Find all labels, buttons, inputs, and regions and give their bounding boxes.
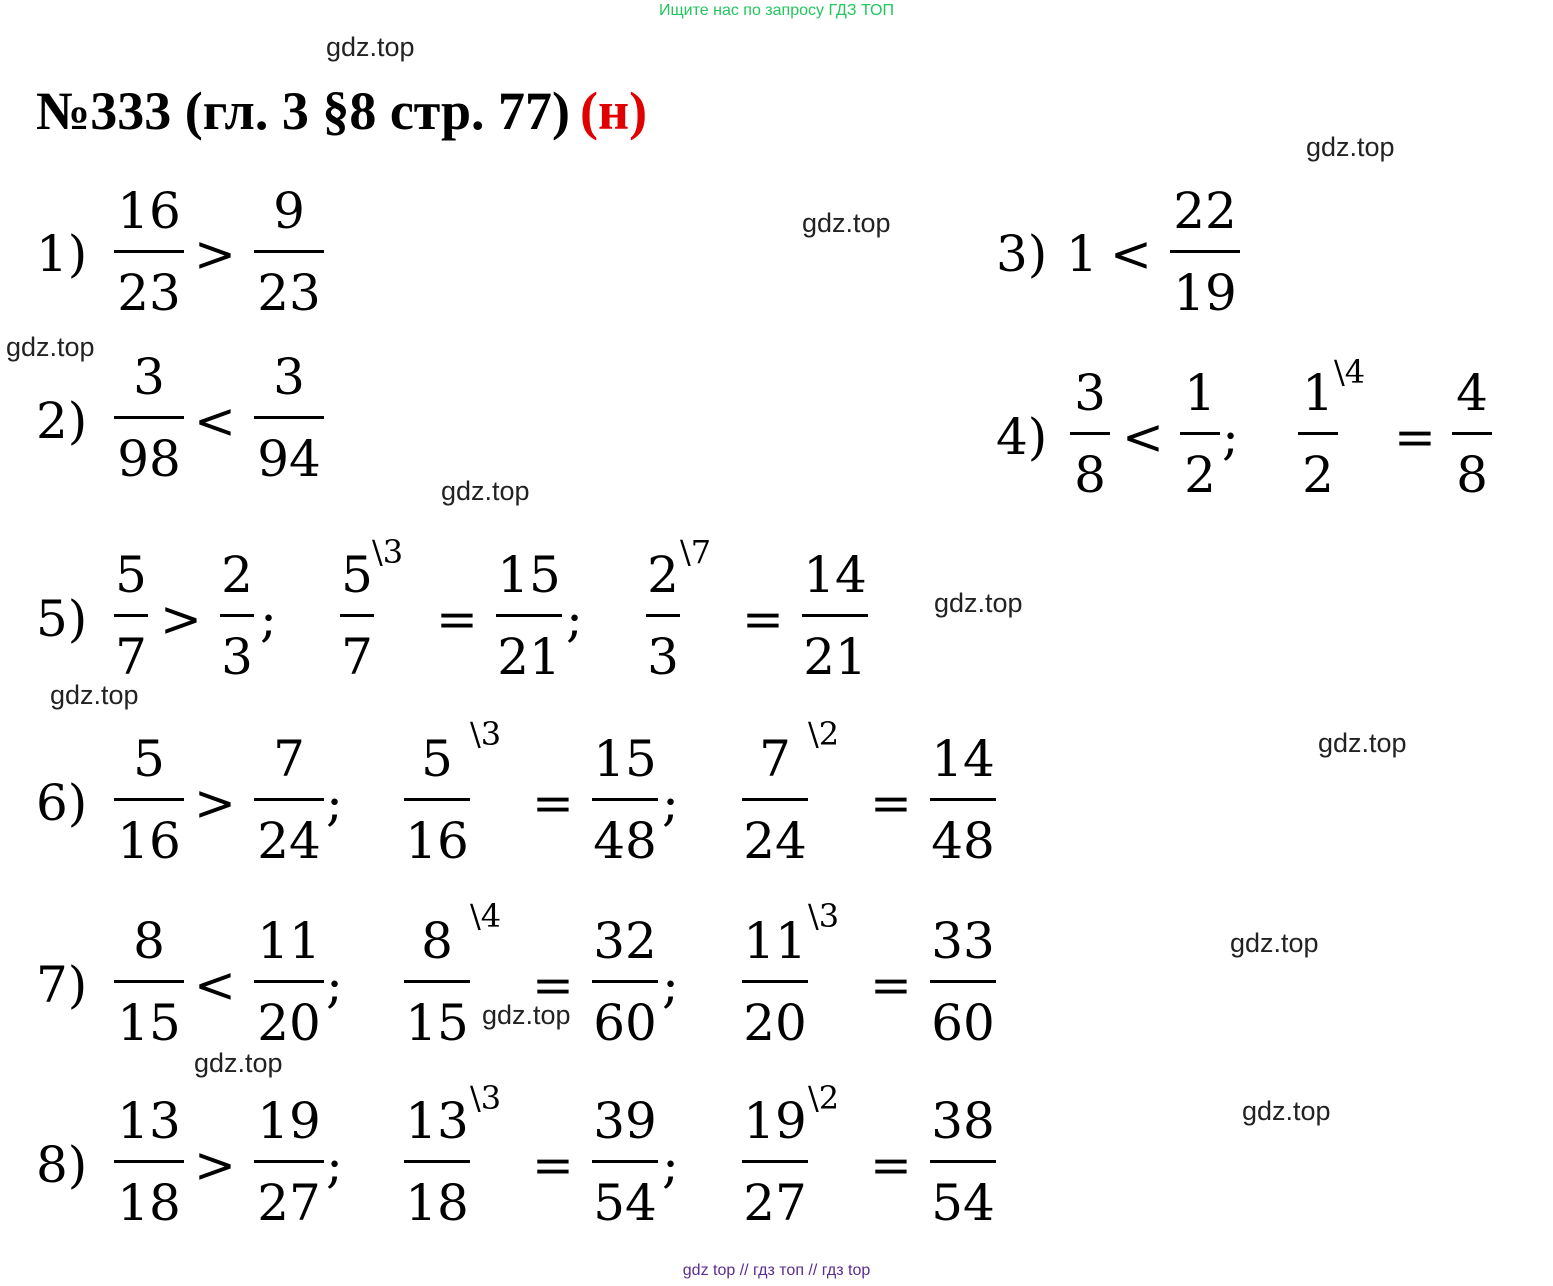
- numerator: 39: [593, 1092, 657, 1150]
- numerator: 4: [1456, 364, 1488, 422]
- extra-multiplier: \3: [470, 1079, 502, 1117]
- comparison-sign: >: [160, 590, 202, 648]
- fraction-bar: [254, 798, 324, 801]
- denominator: 16: [405, 812, 469, 870]
- denominator: 27: [257, 1174, 321, 1232]
- comparison-sign: <: [1110, 225, 1152, 283]
- extra-multiplier: \3: [372, 533, 404, 571]
- fraction: [930, 912, 996, 1052]
- equals-sign: =: [1394, 408, 1436, 466]
- fraction: [1070, 364, 1110, 504]
- fraction: [802, 546, 868, 686]
- fraction: [1180, 364, 1220, 504]
- numerator: 19: [257, 1092, 321, 1150]
- denominator: 7: [341, 628, 373, 686]
- numerator: 14: [803, 546, 867, 604]
- numerator: 8: [133, 912, 165, 970]
- fraction: [646, 546, 680, 686]
- denominator: 3: [647, 628, 679, 686]
- numerator: 9: [273, 182, 305, 240]
- numerator: 7: [759, 730, 791, 788]
- comparison-sign: <: [194, 392, 236, 450]
- denominator: 2: [1302, 446, 1334, 504]
- numerator: 16: [117, 182, 181, 240]
- comparison-sign: >: [194, 1136, 236, 1194]
- problem-label: 3): [996, 225, 1048, 283]
- extra-multiplier: \4: [470, 897, 502, 935]
- fraction-bar: [742, 980, 808, 983]
- separator: ;: [662, 774, 679, 832]
- fraction-bar: [404, 798, 470, 801]
- equals-sign: =: [870, 1136, 912, 1194]
- denominator: 21: [497, 628, 561, 686]
- fraction: [742, 1092, 808, 1232]
- denominator: 18: [117, 1174, 181, 1232]
- watermark: gdz.top: [50, 680, 139, 710]
- fraction-bar: [404, 980, 470, 983]
- fraction: [114, 912, 184, 1052]
- numerator: 33: [931, 912, 995, 970]
- denominator: 24: [257, 812, 321, 870]
- denominator: 60: [593, 994, 657, 1052]
- fraction-bar: [592, 1160, 658, 1163]
- watermark: gdz.top: [1230, 928, 1319, 958]
- separator: ;: [326, 956, 343, 1014]
- problem-label: 1): [36, 225, 88, 283]
- extra-multiplier: \3: [808, 897, 840, 935]
- fraction: [404, 730, 470, 870]
- watermark: gdz.top: [6, 332, 95, 362]
- denominator: 16: [117, 812, 181, 870]
- denominator: 54: [931, 1174, 995, 1232]
- separator: ;: [662, 956, 679, 1014]
- fraction-bar: [930, 798, 996, 801]
- fraction: [114, 1092, 184, 1232]
- watermark: gdz.top: [326, 32, 415, 62]
- numerator: 15: [593, 730, 657, 788]
- fraction: [592, 730, 658, 870]
- separator: ;: [566, 590, 583, 648]
- denominator: 27: [743, 1174, 807, 1232]
- denominator: 15: [117, 994, 181, 1052]
- fraction: [114, 182, 184, 322]
- denominator: 24: [743, 812, 807, 870]
- separator: ;: [326, 774, 343, 832]
- numerator: 32: [593, 912, 657, 970]
- numerator: 15: [497, 546, 561, 604]
- denominator: 23: [257, 264, 321, 322]
- watermark: gdz.top: [194, 1048, 283, 1078]
- numerator: 14: [931, 730, 995, 788]
- denominator: 21: [803, 628, 867, 686]
- fraction-bar: [742, 1160, 808, 1163]
- denominator: 7: [115, 628, 147, 686]
- fraction-bar: [220, 614, 254, 617]
- denominator: 94: [257, 430, 321, 488]
- fraction-bar: [592, 798, 658, 801]
- numerator: 13: [405, 1092, 469, 1150]
- numerator: 19: [743, 1092, 807, 1150]
- fraction: [114, 546, 148, 686]
- problem-label: 6): [36, 774, 88, 832]
- problem-label: 2): [36, 392, 88, 450]
- numerator: 7: [273, 730, 305, 788]
- watermark: gdz.top: [1318, 728, 1407, 758]
- fraction-bar: [404, 1160, 470, 1163]
- separator: ;: [1222, 408, 1239, 466]
- fraction: [592, 912, 658, 1052]
- numerator: 3: [133, 348, 165, 406]
- numerator: 5: [421, 730, 453, 788]
- denominator: 48: [593, 812, 657, 870]
- numerator: 13: [117, 1092, 181, 1150]
- equals-sign: =: [532, 956, 574, 1014]
- fraction-bar: [646, 614, 680, 617]
- numerator: 3: [273, 348, 305, 406]
- problem-label: 8): [36, 1136, 88, 1194]
- denominator: 48: [931, 812, 995, 870]
- fraction: [592, 1092, 658, 1232]
- fraction-bar: [114, 798, 184, 801]
- watermark: gdz.top: [441, 476, 530, 506]
- fraction: [1298, 364, 1338, 504]
- numerator: 5: [115, 546, 147, 604]
- fraction-bar: [930, 1160, 996, 1163]
- numerator: 5: [341, 546, 373, 604]
- fraction-bar: [1298, 432, 1338, 435]
- footer-watermark: gdz top // гдз топ // гдз top: [682, 1262, 871, 1279]
- numerator: 1: [1302, 364, 1334, 422]
- fraction: [496, 546, 562, 686]
- denominator: 54: [593, 1174, 657, 1232]
- fraction: [254, 730, 324, 870]
- watermark: gdz.top: [1242, 1096, 1331, 1126]
- fraction-bar: [802, 614, 868, 617]
- separator: ;: [260, 590, 277, 648]
- problem-label: 5): [36, 590, 88, 648]
- denominator: 20: [257, 994, 321, 1052]
- fraction-bar: [114, 250, 184, 253]
- numerator: 2: [647, 546, 679, 604]
- numerator: 2: [221, 546, 253, 604]
- search-hint-banner: Ищите нас по запросу ГДЗ ТОП: [659, 2, 894, 19]
- denominator: 2: [1184, 446, 1216, 504]
- numerator: 8: [421, 912, 453, 970]
- denominator: 15: [405, 994, 469, 1052]
- fraction: [404, 1092, 470, 1232]
- denominator: 18: [405, 1174, 469, 1232]
- equals-sign: =: [870, 956, 912, 1014]
- denominator: 20: [743, 994, 807, 1052]
- denominator: 8: [1456, 446, 1488, 504]
- fraction: [340, 546, 374, 686]
- equals-sign: =: [532, 774, 574, 832]
- fraction: [742, 730, 808, 870]
- fraction: [114, 730, 184, 870]
- separator: ;: [326, 1136, 343, 1194]
- equals-sign: =: [870, 774, 912, 832]
- separator: ;: [662, 1136, 679, 1194]
- fraction: [114, 348, 184, 488]
- fraction: [1452, 364, 1492, 504]
- fraction-bar: [1170, 250, 1240, 253]
- extra-multiplier: \2: [808, 715, 840, 753]
- fraction-bar: [592, 980, 658, 983]
- watermark: gdz.top: [802, 208, 891, 238]
- fraction-bar: [254, 1160, 324, 1163]
- problem-label: 7): [36, 956, 88, 1014]
- fraction: [220, 546, 254, 686]
- fraction: [254, 182, 324, 322]
- fraction-bar: [340, 614, 374, 617]
- numerator: 3: [1074, 364, 1106, 422]
- equals-sign: =: [436, 590, 478, 648]
- denominator: 3: [221, 628, 253, 686]
- fraction-bar: [1452, 432, 1492, 435]
- equals-sign: =: [532, 1136, 574, 1194]
- equals-sign: =: [742, 590, 784, 648]
- exercise-tag: (н): [580, 81, 648, 141]
- extra-multiplier: \4: [1334, 353, 1366, 391]
- fraction-bar: [1070, 432, 1110, 435]
- fraction: [254, 348, 324, 488]
- fraction-bar: [742, 798, 808, 801]
- fraction-bar: [254, 416, 324, 419]
- comparison-sign: >: [194, 774, 236, 832]
- exercise-number: №333 (гл. 3 §8 стр. 77): [36, 81, 570, 141]
- watermark: gdz.top: [1306, 132, 1395, 162]
- fraction-bar: [114, 980, 184, 983]
- watermark: gdz.top: [934, 588, 1023, 618]
- page-title: [36, 81, 648, 141]
- denominator: 98: [117, 430, 181, 488]
- denominator: 19: [1173, 264, 1237, 322]
- fraction-bar: [114, 1160, 184, 1163]
- comparison-sign: <: [1122, 408, 1164, 466]
- numerator: 38: [931, 1092, 995, 1150]
- whole-number: 1: [1066, 225, 1098, 283]
- extra-multiplier: \2: [808, 1079, 840, 1117]
- numerator: 11: [743, 912, 807, 970]
- fraction: [930, 730, 996, 870]
- comparison-sign: <: [194, 956, 236, 1014]
- watermark: gdz.top: [482, 1000, 571, 1030]
- fraction: [404, 912, 470, 1052]
- fraction-bar: [254, 980, 324, 983]
- denominator: 23: [117, 264, 181, 322]
- fraction: [1170, 182, 1240, 322]
- fraction-bar: [496, 614, 562, 617]
- denominator: 60: [931, 994, 995, 1052]
- fraction-bar: [1180, 432, 1220, 435]
- fraction-bar: [254, 250, 324, 253]
- fraction: [930, 1092, 996, 1232]
- fraction: [254, 1092, 324, 1232]
- numerator: 5: [133, 730, 165, 788]
- comparison-sign: >: [194, 225, 236, 283]
- denominator: 8: [1074, 446, 1106, 504]
- fraction: [742, 912, 808, 1052]
- extra-multiplier: \7: [680, 533, 712, 571]
- fraction-bar: [114, 416, 184, 419]
- numerator: 1: [1184, 364, 1216, 422]
- numerator: 22: [1173, 182, 1237, 240]
- numerator: 11: [257, 912, 321, 970]
- problem-label: 4): [996, 408, 1048, 466]
- fraction-bar: [930, 980, 996, 983]
- extra-multiplier: \3: [470, 715, 502, 753]
- fraction: [254, 912, 324, 1052]
- fraction-bar: [114, 614, 148, 617]
